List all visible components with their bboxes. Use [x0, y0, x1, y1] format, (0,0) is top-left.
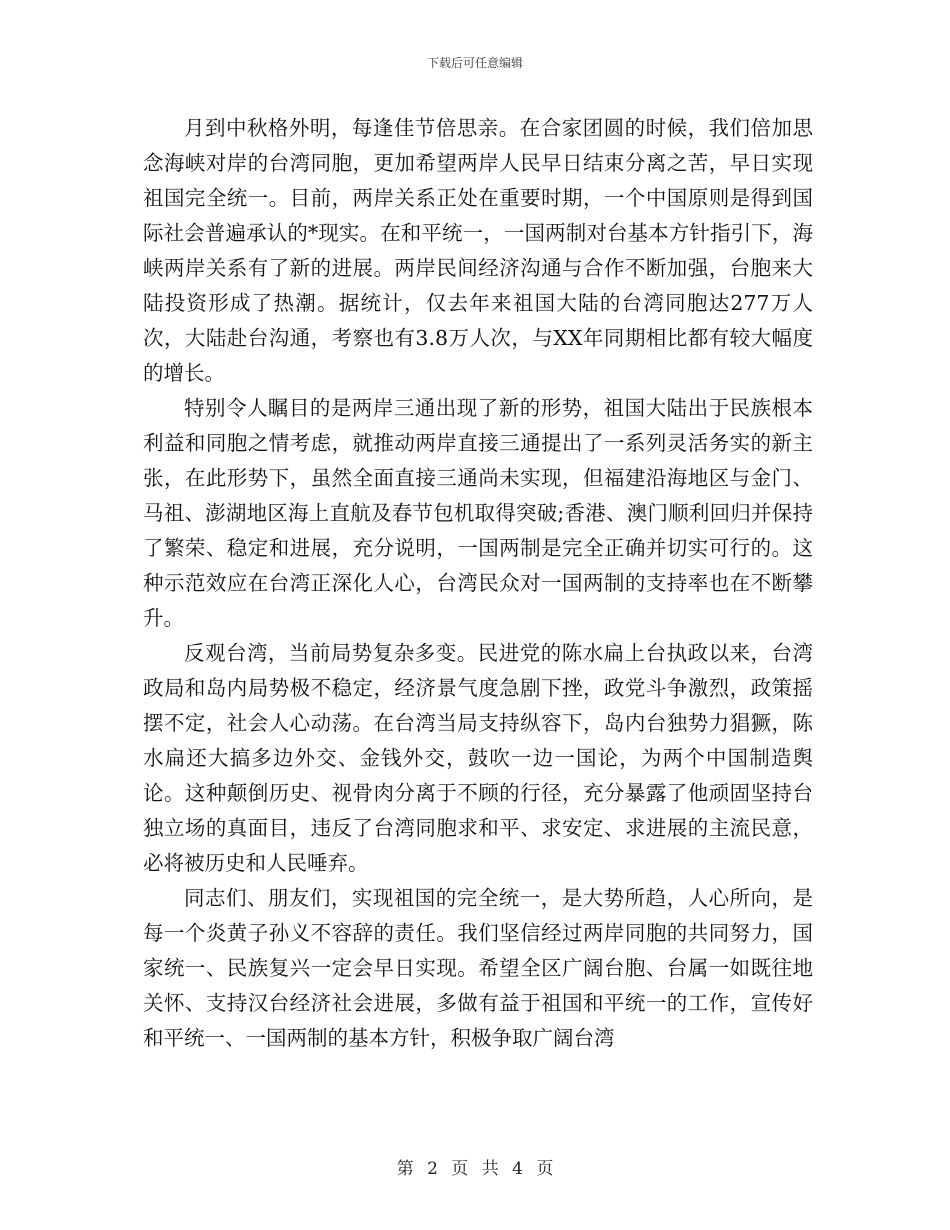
footer-total-pages: 4 — [512, 1159, 523, 1179]
footer-total-word: 共 — [481, 1159, 499, 1179]
paragraph-1: 月到中秋格外明，每逢佳节倍思亲。在合家团圆的时候，我们倍加思念海峡对岸的台湾同胞，更加希望两岸人民早日结束分离之苦，早日实现祖国完全统一。目前，两岸关系正处在重要时期，一个中国原则是得到国际社会普遍承认的*现实。在和平统一，一国两制对台基本方针指引下，海峡两岸关系有了新的进展。两岸民间经济沟通与合作不断加强，台胞来大陆投资形成了热潮。据统计，仅去年来祖国大陆的台湾同胞达277万人次，大陆赴台沟通，考察也有3.8万人次，与XX年同期相比都有较大幅度的增长。 — [143, 116, 813, 385]
paragraph-4: 同志们、朋友们，实现祖国的完全统一，是大势所趋，人心所向，是每一个炎黄子孙义不容辞的责任。我们坚信经过两岸同胞的共同努力，国家统一、民族复兴一定会早日实现。希望全区广阔台胞、台属一如既往地关怀、支持汉台经济社会进展，多做有益于祖国和平统一的工作，宣传好和平统一、一国两制的基本方针，积极争取广阔台湾 — [143, 886, 813, 1050]
paragraph-2: 特别令人瞩目的是两岸三通出现了新的形势，祖国大陆出于民族根本利益和同胞之情考虑，就推动两岸直接三通提出了一系列灵活务实的新主张，在此形势下，虽然全面直接三通尚未实现，但福建沿海地区与金门、马祖、澎湖地区海上直航及春节包机取得突破;香港、澳门顺利回归并保持了繁荣、稳定和进展，充分说明，一国两制是完全正确并切实可行的。这种示范效应在台湾正深化人心，台湾民众对一国两制的支持率也在不断攀升。 — [143, 396, 813, 630]
page-header: 下载后可任意编辑 — [426, 56, 523, 70]
footer-suffix: 页 — [536, 1159, 554, 1179]
page-footer — [0, 1154, 950, 1179]
footer-prefix: 第 — [396, 1159, 414, 1179]
paragraph-3: 反观台湾，当前局势复杂多变。民进党的陈水扁上台执政以来，台湾政局和岛内局势极不稳定，经济景气度急剧下挫，政党斗争激烈，政策摇摆不定，社会人心动荡。在台湾当局支持纵容下，岛内台独势力猖獗，陈水扁还大搞多边外交、金钱外交，鼓吹一边一国论，为两个中国制造舆论。这种颠倒历史、视骨肉分离于不顾的行径，充分暴露了他顽固坚持台独立场的真面目，违反了台湾同胞求和平、求安定、求进展的主流民意，必将被历史和人民唾弃。 — [143, 641, 813, 875]
document-body — [143, 111, 813, 1056]
footer-page-word: 页 — [451, 1159, 469, 1179]
footer-page-number: 2 — [427, 1159, 438, 1179]
